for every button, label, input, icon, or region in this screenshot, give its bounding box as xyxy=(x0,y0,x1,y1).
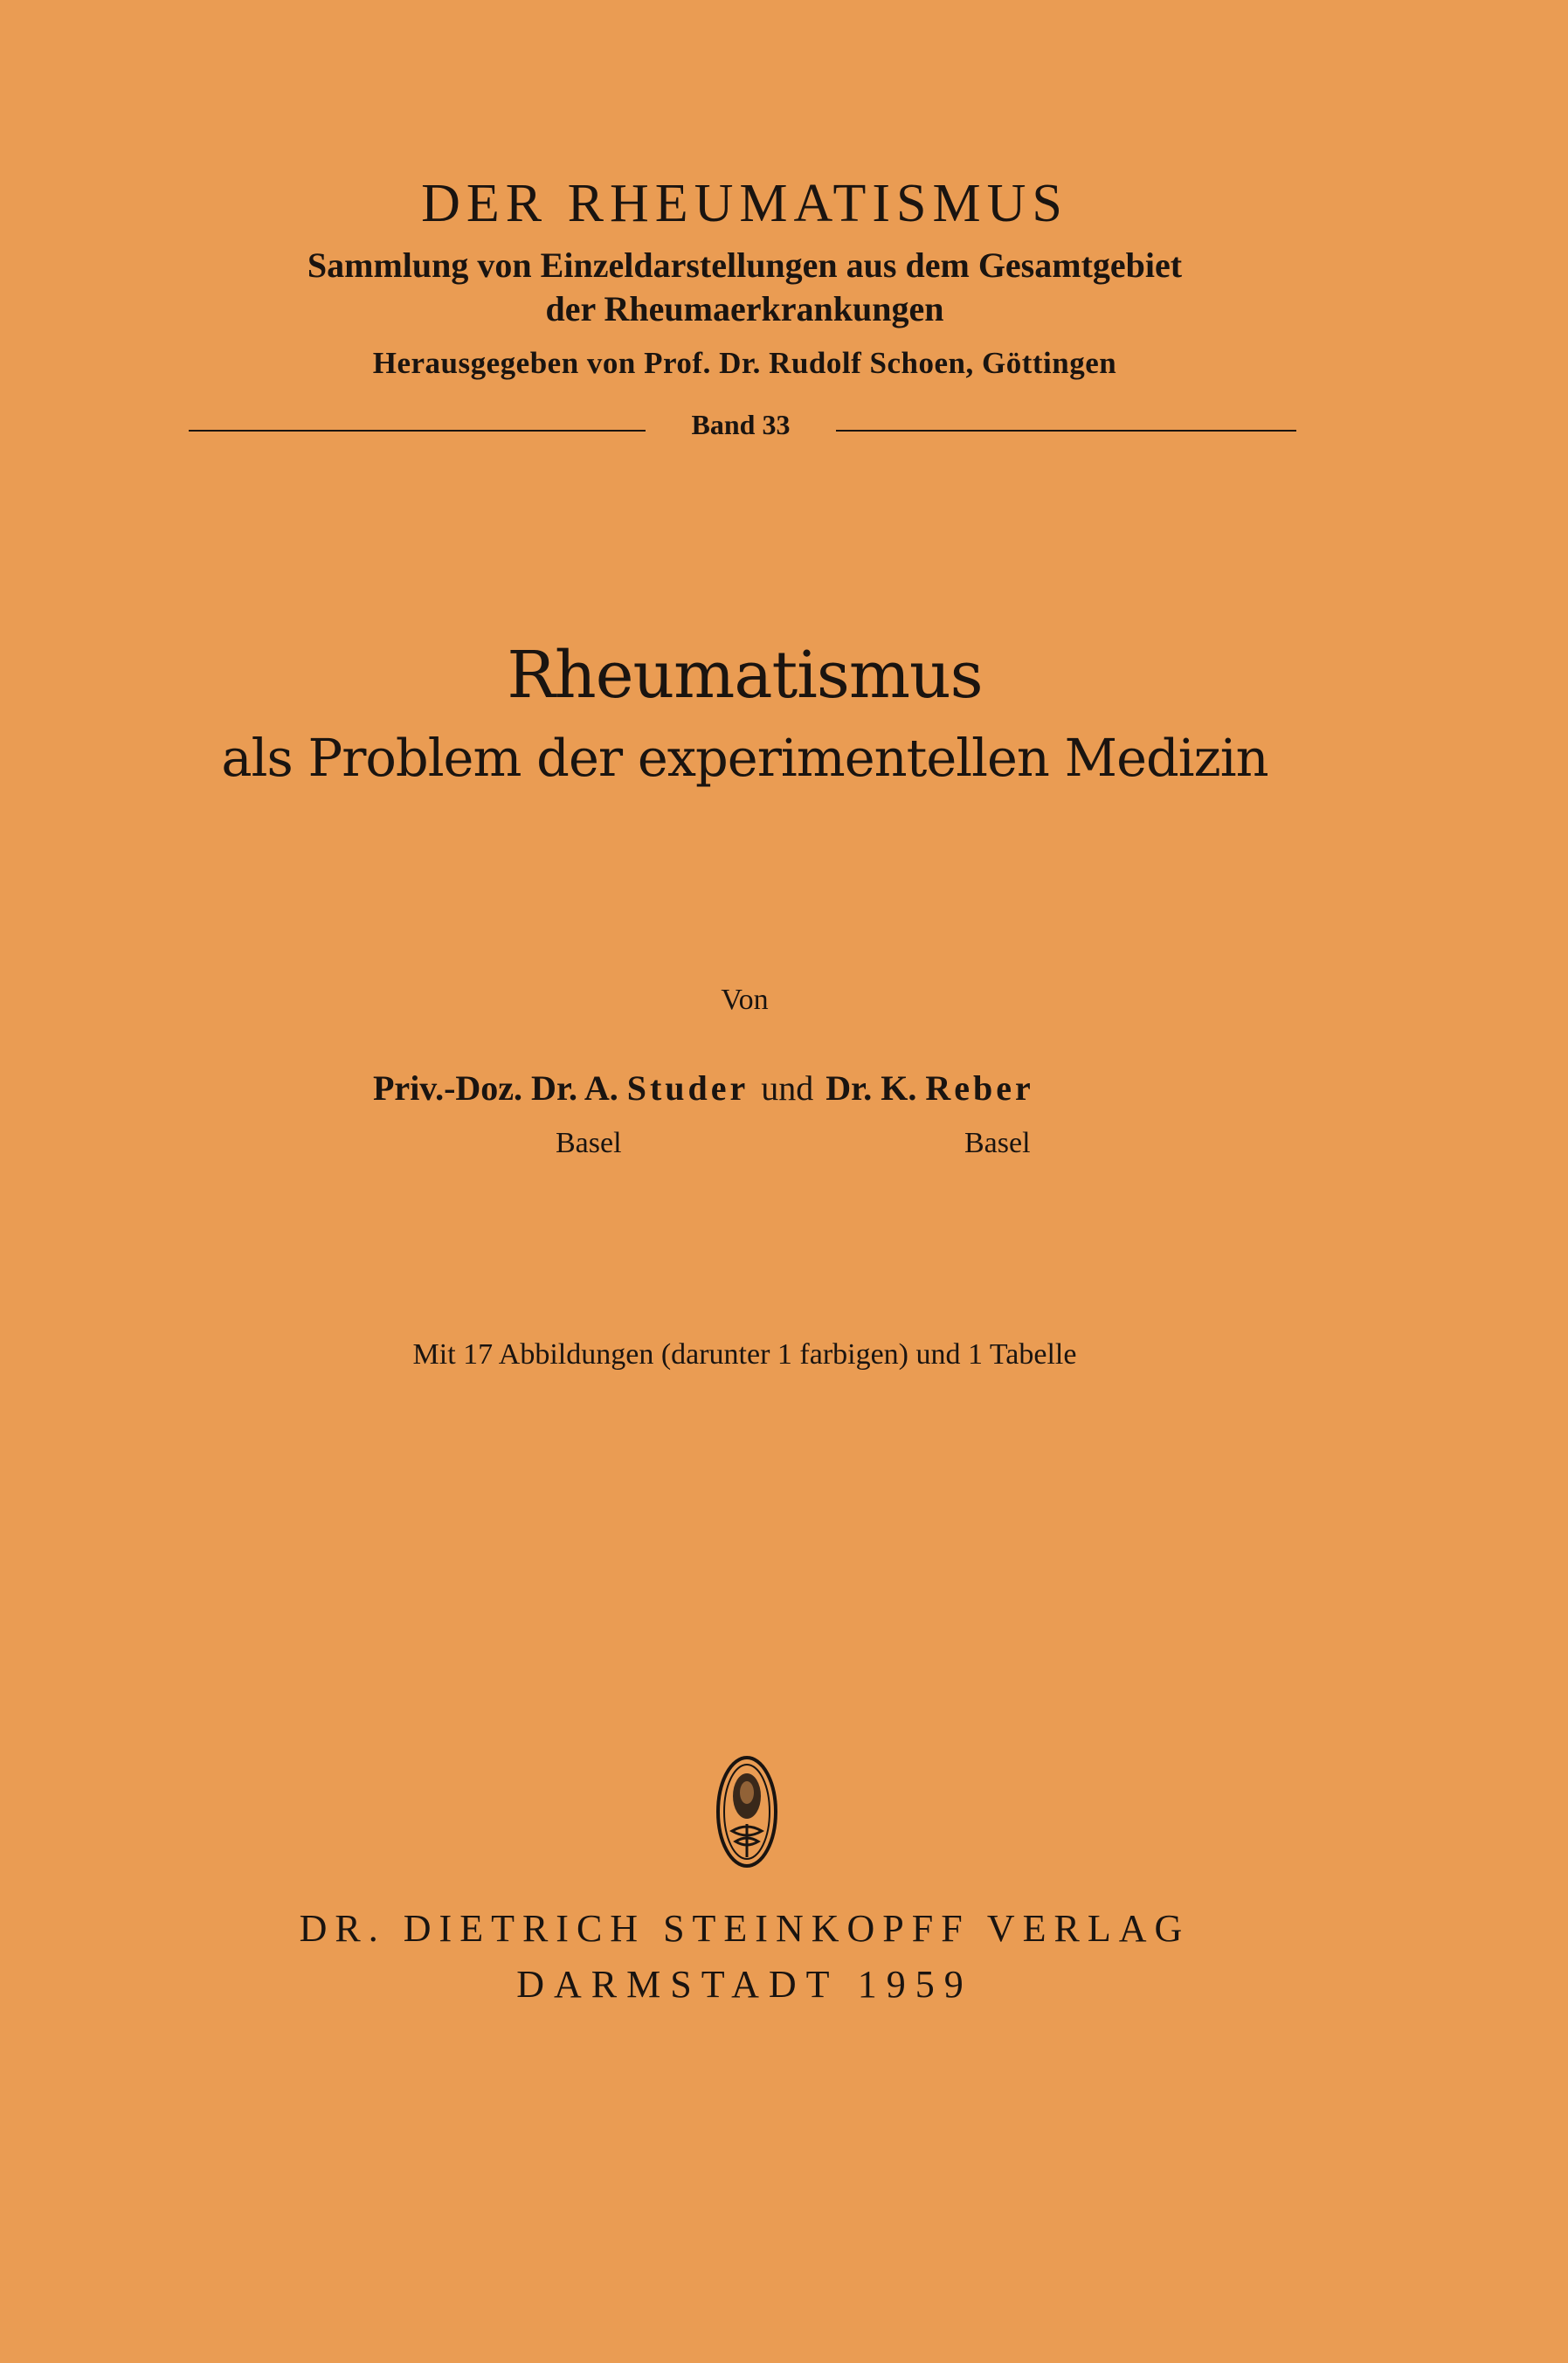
author1-name: Studer xyxy=(626,1068,749,1108)
author2-name: Reber xyxy=(925,1068,1034,1108)
series-subtitle-line1: Sammlung von Einzeldarstellungen aus dem Gesamtgebiet xyxy=(307,245,1183,285)
book-title: Rheumatismus xyxy=(507,638,983,713)
series-subtitle-line2: der Rheumaerkrankungen xyxy=(545,289,944,328)
author2-city: Basel xyxy=(964,1127,1031,1159)
volume-number: Band 33 xyxy=(691,409,791,440)
publisher-logo-icon xyxy=(715,1754,779,1869)
publisher-name: DR. DIETRICH STEINKOPFF VERLAG xyxy=(299,1907,1191,1950)
series-editor: Herausgegeben von Prof. Dr. Rudolf Schoen, Göttingen xyxy=(372,346,1117,380)
publisher-city-year: DARMSTADT 1959 xyxy=(516,1963,973,2006)
divider-right xyxy=(836,430,1296,432)
author1-city: Basel xyxy=(556,1127,622,1159)
author1-prefix: Priv.-Doz. Dr. A. xyxy=(373,1068,618,1108)
author-conjunction: und xyxy=(761,1068,814,1108)
byline-von: Von xyxy=(721,984,769,1016)
divider-left xyxy=(189,430,646,432)
book-subtitle: als Problem der experimentellen Medizin xyxy=(221,728,1268,788)
illustrations-note: Mit 17 Abbildungen (darunter 1 farbigen) und 1 Tabelle xyxy=(412,1338,1077,1371)
authors-line xyxy=(373,1067,1034,1109)
series-title: DER RHEUMATISMUS xyxy=(421,174,1068,233)
author2-prefix: Dr. K. xyxy=(825,1068,917,1108)
